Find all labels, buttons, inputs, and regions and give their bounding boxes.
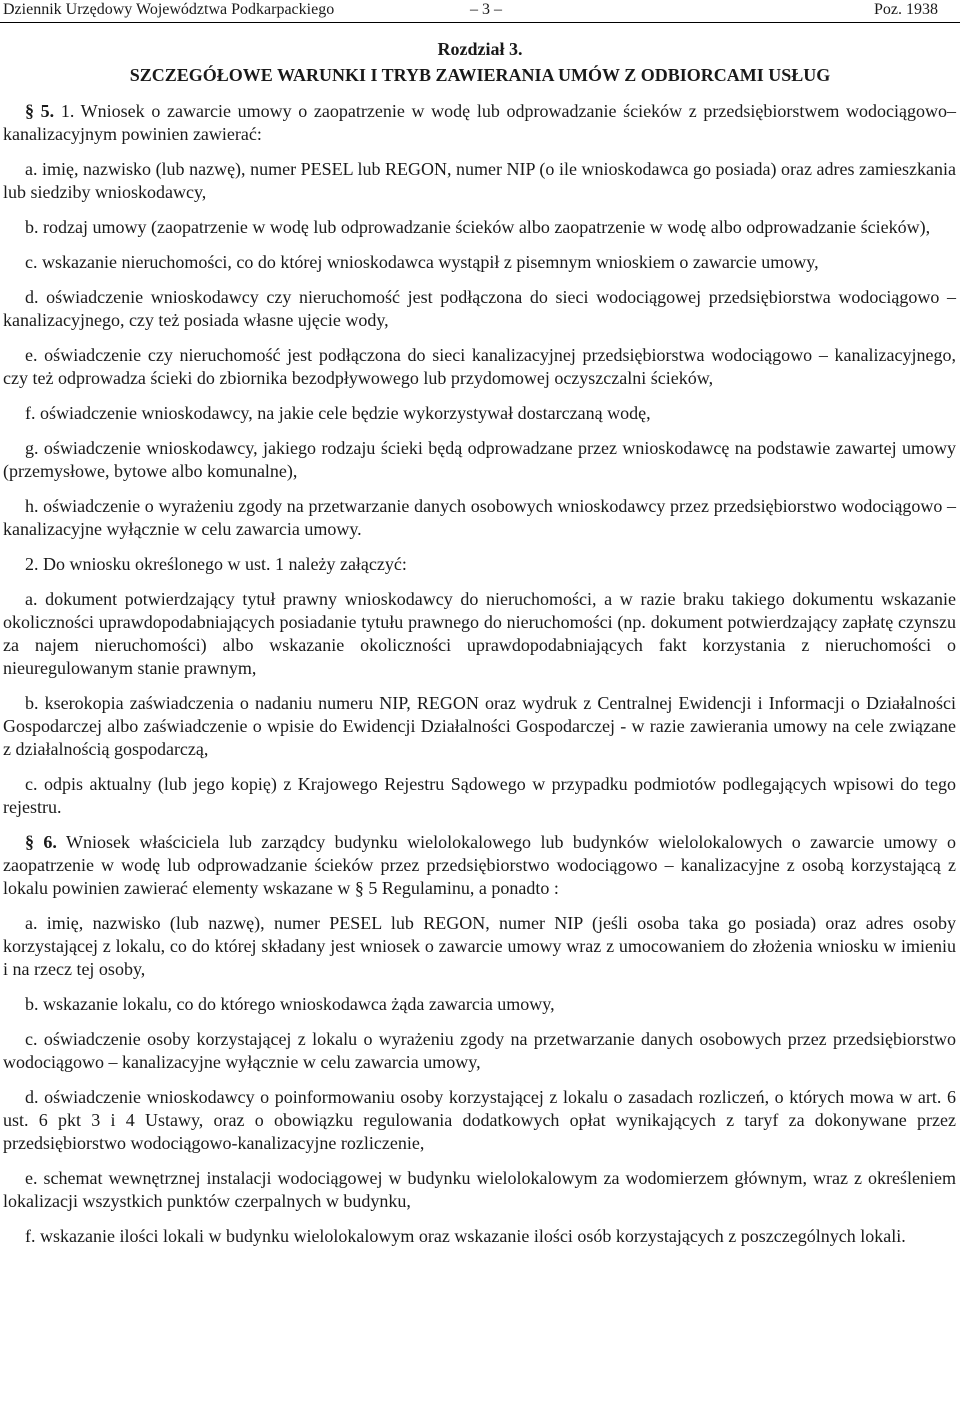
- chapter-number: Rozdział 3.: [437, 39, 523, 59]
- list-item: d. oświadczenie wnioskodawcy o poinformowaniu osoby korzystającej z lokalu o zasadach rozliczeń, o których mowa w art. 6 ust. 6 pkt 3 i 4 Ustawy, oraz o obowiązku regulowania dodatkowych opłat wynikających z taryf za dokonywane przez przedsiębiorstwo wodociągowo-kanalizacyjne rozliczenie,: [3, 1087, 956, 1153]
- list-item: b. wskazanie lokalu, co do którego wnioskodawca żąda zawarcia umowy,: [25, 994, 555, 1014]
- list-item: e. schemat wewnętrznej instalacji wodociągowej w budynku wielolokalowym za wodomierzem głównym, wraz z określeniem lokalizacji wszystkich punktów czerpalnych w budynku,: [3, 1168, 956, 1211]
- list-item: a. imię, nazwisko (lub nazwę), numer PESEL lub REGON, numer NIP (o ile wnioskodawca go posiada) oraz adres zamieszkania lub siedziby wnioskodawcy,: [3, 159, 956, 202]
- position-number: Poz. 1938: [874, 1, 938, 18]
- section-5-paragraph-2: 2. Do wniosku określonego w ust. 1 należy załączyć:: [25, 554, 407, 574]
- section-6-paragraph: [3, 831, 956, 900]
- section-5-number: § 5.: [25, 101, 55, 121]
- list-item: d. oświadczenie wnioskodawcy czy nieruchomość jest podłączona do sieci wodociągowej przedsiębiorstwa wodociągowo – kanalizacyjnego, czy też posiada własne ujęcie wody,: [3, 287, 956, 330]
- list-item: g. oświadczenie wnioskodawcy, jakiego rodzaju ścieki będą odprowadzane przez wnioskodawcę na podstawie zawartej umowy (przemysłowe, bytowe albo komunalne),: [3, 438, 956, 481]
- section-5-paragraph-1-text: 1. Wniosek o zawarcie umowy o zaopatrzenie w wodę lub odprowadzanie ścieków z przedsiębiorstwem wodociągowo– kanalizacyjnym powinien zawierać:: [3, 101, 957, 144]
- section-6-number: § 6.: [25, 832, 57, 852]
- list-item: b. kserokopia zaświadczenia o nadaniu numeru NIP, REGON oraz wydruk z Centralnej Ewidencji i Informacji o Działalności Gospodarczej albo zaświadczenie o wpisie do Ewidencji Działalności Gospodarczej - w razie zawierania umowy na cele związane z działalnością gospodarczą,: [3, 693, 956, 759]
- list-item: h. oświadczenie o wyrażeniu zgody na przetwarzanie danych osobowych wnioskodawcy przez przedsiębiorstwo wodociągowo – kanalizacyjne wyłącznie w celu zawarcia umowy.: [3, 496, 956, 539]
- list-item: c. odpis aktualny (lub jego kopię) z Krajowego Rejestru Sądowego w przypadku podmiotów podlegających wpisowi do tego rejestru.: [3, 774, 956, 817]
- list-item: e. oświadczenie czy nieruchomość jest podłączona do sieci kanalizacyjnej przedsiębiorstwa wodociągowo – kanalizacyjnego, czy też odprowadza ścieki do zbiornika bezodpływowego lub przydomowej oczyszczalni ścieków,: [3, 345, 956, 388]
- page-header: [0, 0, 960, 23]
- list-item: f. wskazanie ilości lokali w budynku wielolokalowym oraz wskazanie ilości osób korzystających z poszczególnych lokali.: [25, 1226, 906, 1246]
- section-5-paragraph-1: [3, 100, 956, 146]
- list-item: c. wskazanie nieruchomości, co do której wnioskodawca wystąpił z pisemnym wnioskiem o zawarcie umowy,: [25, 252, 819, 272]
- list-item: c. oświadczenie osoby korzystającej z lokalu o wyrażeniu zgody na przetwarzanie danych osobowych przez przedsiębiorstwo wodociągowo – kanalizacyjne wyłącznie w celu zawarcia umowy,: [3, 1029, 956, 1072]
- chapter-title: SZCZEGÓŁOWE WARUNKI I TRYB ZAWIERANIA UMÓW Z ODBIORCAMI USŁUG: [129, 65, 831, 85]
- chapter-heading: [0, 36, 960, 88]
- list-item: a. dokument potwierdzający tytuł prawny wnioskodawcy do nieruchomości, a w razie braku takiego dokumentu wskazanie okoliczności uprawdopodabniających posiadanie tytułu prawnego do nieruchomości (np. dokument potwierdzający zapłatę czynszu za najem nieruchomości) albo wskazanie okoliczności uprawdopodabniających fakt korzystania z nieruchomości o nieuregulowanym stanie prawnym,: [3, 589, 956, 678]
- list-item: b. rodzaj umowy (zaopatrzenie w wodę lub odprowadzanie ścieków albo zaopatrzenie w wodę albo odprowadzanie ścieków),: [25, 217, 931, 237]
- list-item: f. oświadczenie wnioskodawcy, na jakie cele będzie wykorzystywał dostarczaną wodę,: [25, 403, 651, 423]
- section-6-intro-text: Wniosek właściciela lub zarządcy budynku wielolokalowego lub budynków wielolokalowych o zawarcie umowy o zaopatrzenie w wodę lub odprowadzanie ścieków przez przedsiębiorstwo wodociągowo – kanalizacyjne z osobą korzystającą z lokalu powinien zawierać elementy wskazane w § 5 Regulaminu, a ponadto :: [3, 832, 956, 898]
- page-number: – 3 –: [470, 1, 502, 18]
- document-body: [3, 100, 956, 1260]
- list-item: a. imię, nazwisko (lub nazwę), numer PESEL lub REGON, numer NIP (jeśli osoba taka go posiada) oraz adres osoby korzystającej z lokalu, co do której składany jest wniosek o zawarcie umowy wraz z umocowaniem do złożenia wniosku w imieniu i na rzecz tej osoby,: [3, 913, 956, 979]
- journal-title: Dziennik Urzędowy Województwa Podkarpackiego: [3, 1, 335, 18]
